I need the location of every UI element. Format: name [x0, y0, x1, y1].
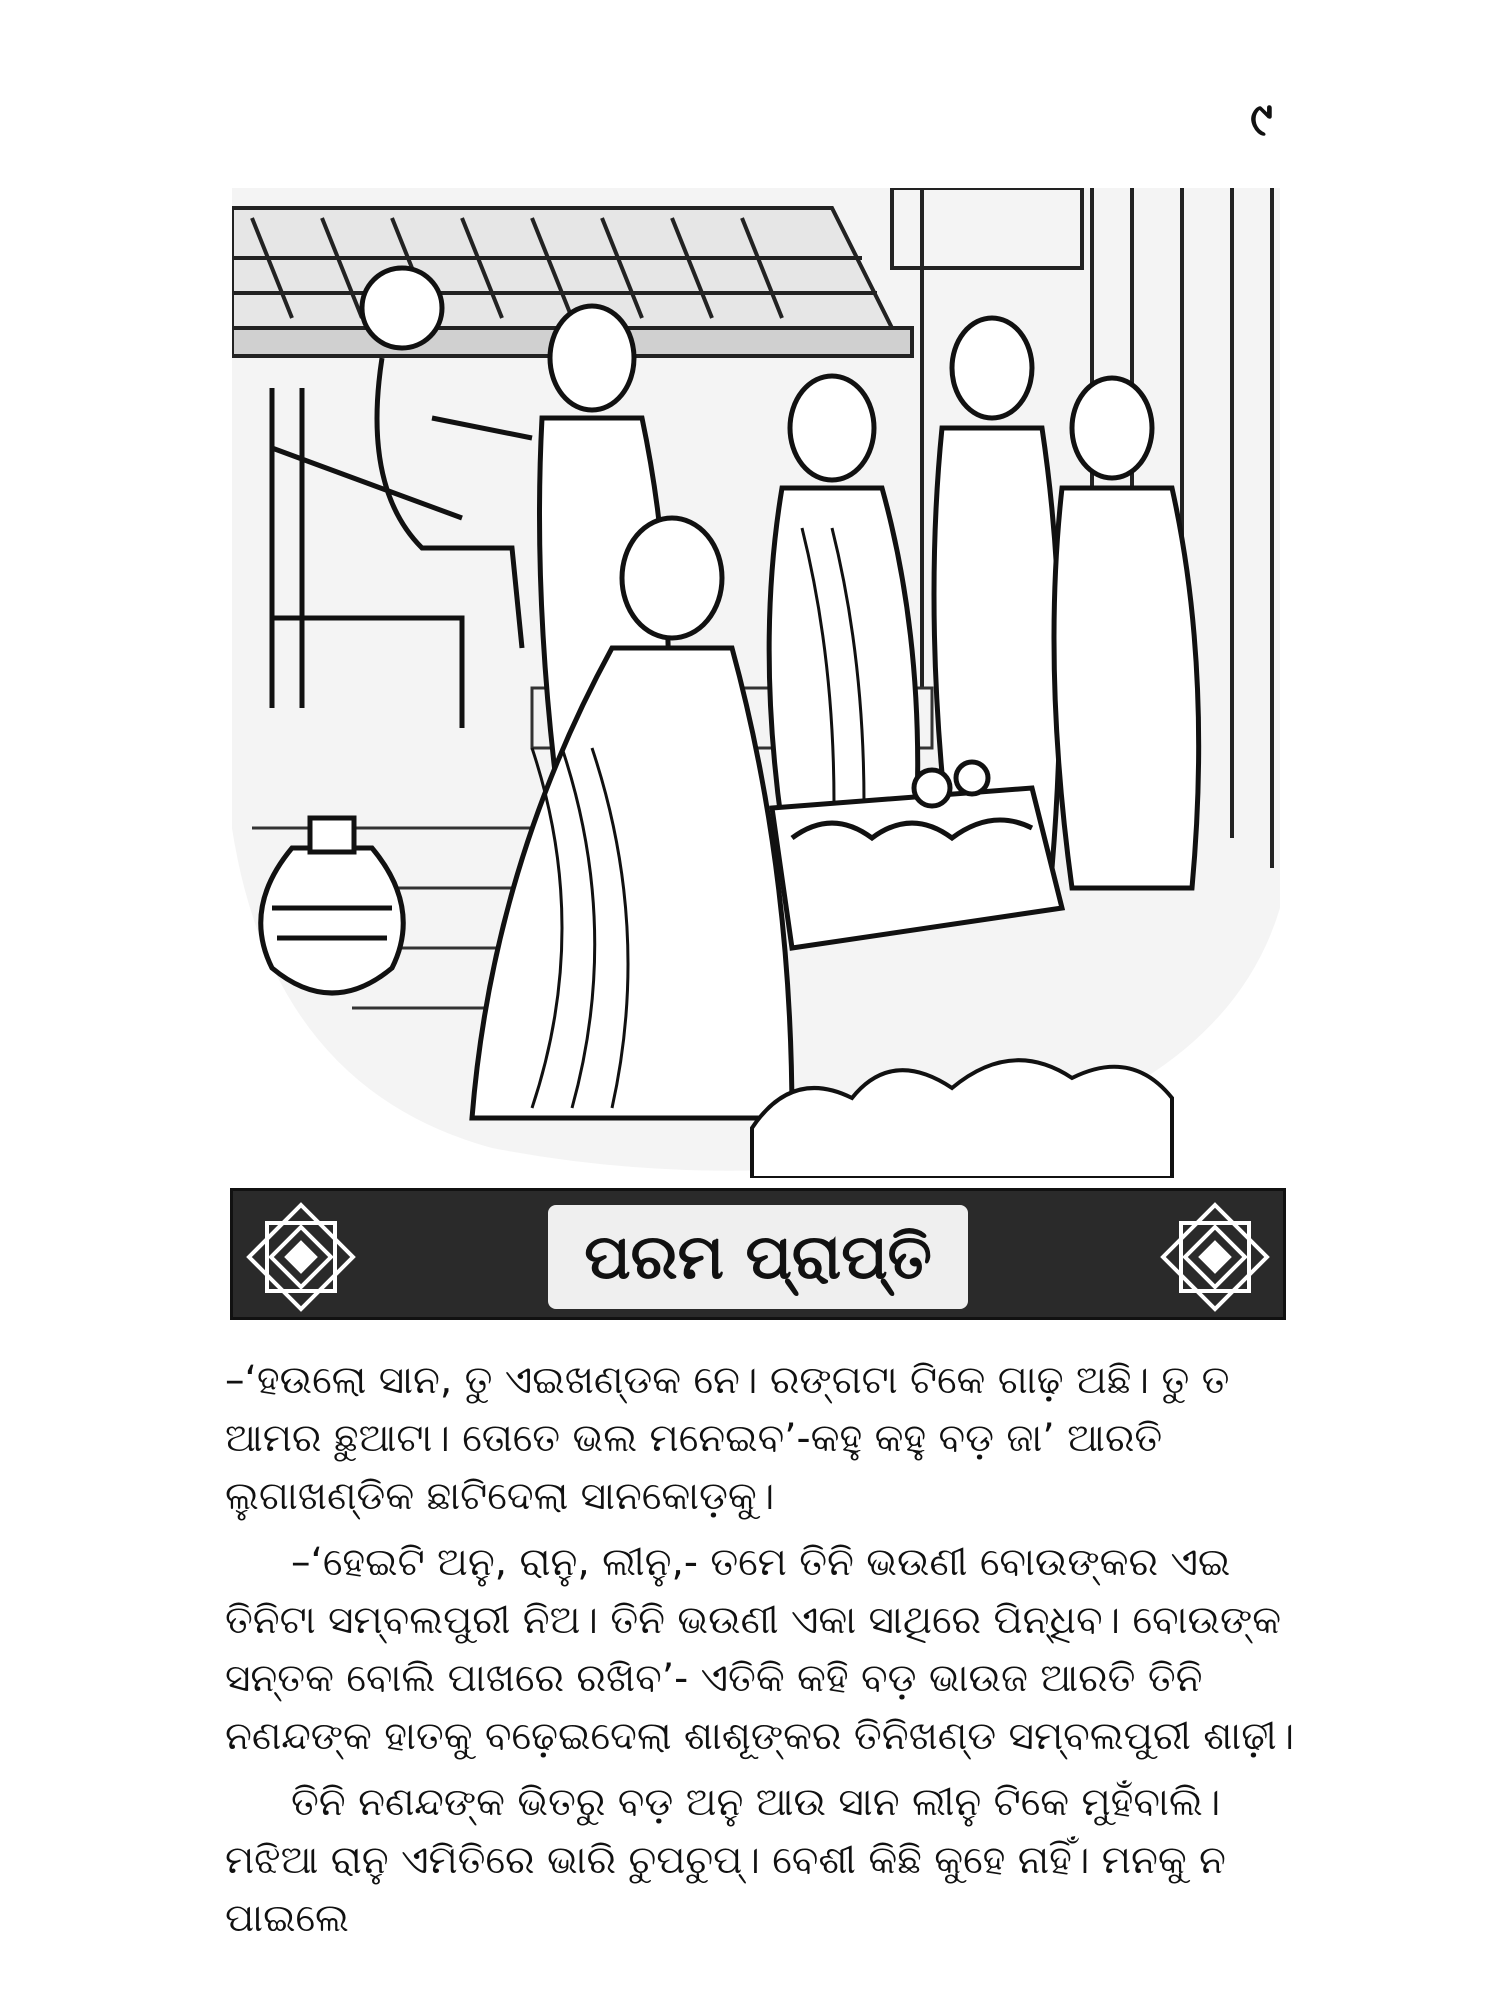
- diamond-ornament-icon: [245, 1201, 357, 1313]
- illustration-icon: [232, 188, 1280, 1178]
- paragraph: –‘ହେଇଟି ଅନୁ, ରାନୁ, ଲୀନୁ,- ତମେ ତିନି ଭଉଣୀ ବୋଉଙ୍କର ଏଇ ତିନିଟା ସମ୍ବଲପୁରୀ ନିଅ। ତିନି ଭଉଣୀ ଏକା ସାଥିରେ ପିନ୍ଧିବ। ବୋଉଙ୍କ ସନ୍ତକ ବୋଲି ପାଖରେ ରଖିବ’- ଏତିକି କହି ବଡ଼ ଭାଉଜ ଆରତି ତିନି ନଣନ୍ଦଙ୍କ ହାତକୁ ବଢ଼େଇଦେଲା ଶାଶୂଙ୍କର ତିନିଖଣ୍ଡ ସମ୍ବଲପୁରୀ ଶାଢ଼ୀ।: [225, 1540, 1295, 1759]
- body-text: [225, 1352, 1295, 1956]
- title-banner: [230, 1188, 1286, 1320]
- paragraph: –‘ହଉଲୋ ସାନ, ତୁ ଏଇଖଣ୍ଡକ ନେ। ରଙ୍ଗଟା ଟିକେ ଗାଢ଼ ଅଛି। ତୁ ତ ଆମର ଛୁଆଟା। ତୋତେ ଭଲ ମନେଇବ’-କହୁ କହୁ ବଡ଼ ଜା’ ଆରତି ଲୁଗାଖଣ୍ଡିକ ଛାଟିଦେଲା ସାନକୋଡ଼କୁ।: [225, 1358, 1230, 1519]
- page-number: ୯: [1250, 92, 1273, 146]
- paragraph: ତିନି ନଣନ୍ଦଙ୍କ ଭିତରୁ ବଡ଼ ଅନୁ ଆଉ ସାନ ଲୀନୁ ଟିକେ ମୁହଁବାଲି। ମଝିଆ ରାନୁ ଏମିତିରେ ଭାରି ଚୁପଚୁପ୍। ବେଶୀ କିଛି କୁହେ ନାହିଁ। ମନକୁ ନ ପାଇଲେ: [225, 1780, 1226, 1941]
- diamond-ornament-icon: [1159, 1201, 1271, 1313]
- page-title: ପରମ ପ୍ରାପ୍ତି: [584, 1220, 932, 1293]
- title-box: [548, 1205, 968, 1309]
